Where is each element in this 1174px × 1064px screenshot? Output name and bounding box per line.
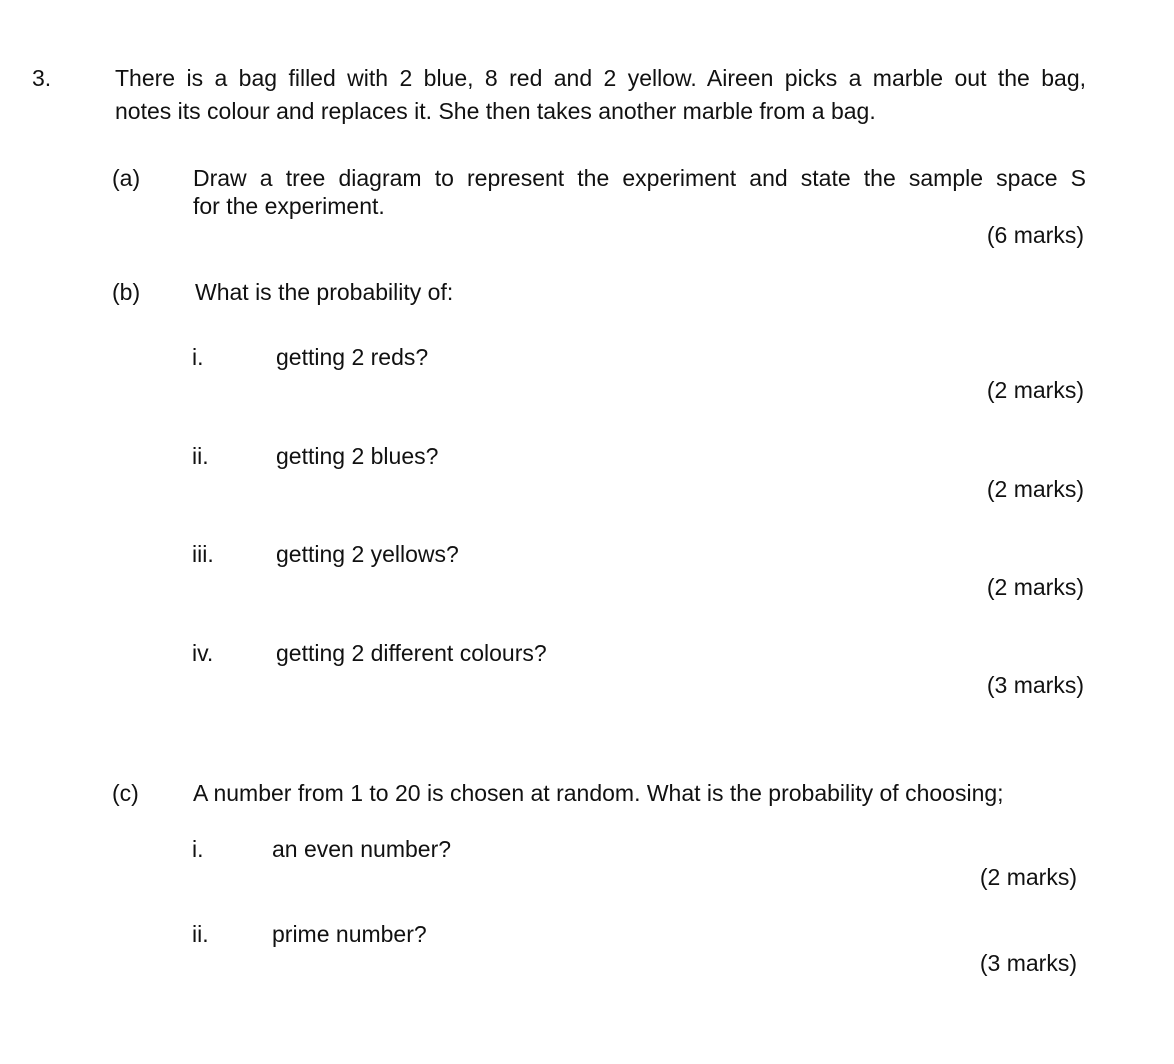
part-b-item-3-marks: (2 marks) [986, 574, 1084, 600]
part-b-item-1-numeral: i. [192, 344, 204, 370]
part-c-item-2-numeral: ii. [192, 921, 209, 947]
part-b-item-1-text: getting 2 reds? [276, 344, 429, 370]
part-b-item-2-text: getting 2 blues? [276, 443, 439, 469]
part-c-item-2-marks: (3 marks) [979, 950, 1077, 976]
part-c-item-1-text: an even number? [272, 836, 452, 862]
part-b-item-4-numeral: iv. [192, 640, 214, 666]
part-b-item-1-marks: (2 marks) [986, 377, 1084, 403]
question-number: 3. [32, 65, 52, 91]
part-b-label: (b) [112, 279, 141, 305]
part-c-prompt: A number from 1 to 20 is chosen at random. What is the probability of choosing; [193, 780, 1004, 806]
question-stem-line-2: notes its colour and replaces it. She then takes another marble from a bag. [115, 98, 876, 124]
part-a-text-line-1: Draw a tree diagram to represent the experiment and state the sample space S [193, 165, 1086, 191]
part-c-item-2-text: prime number? [272, 921, 427, 947]
part-a-text-line-2: for the experiment. [193, 193, 385, 219]
part-c-item-1-marks: (2 marks) [979, 864, 1077, 890]
part-a-label: (a) [112, 165, 141, 191]
part-b-item-3-text: getting 2 yellows? [276, 541, 459, 567]
part-c-label: (c) [112, 780, 139, 806]
part-b-item-2-marks: (2 marks) [986, 476, 1084, 502]
part-c-item-1-numeral: i. [192, 836, 204, 862]
question-stem-line-1: There is a bag filled with 2 blue, 8 red and 2 yellow. Aireen picks a marble out the bag, [115, 65, 1086, 91]
part-b-prompt: What is the probability of: [195, 279, 454, 305]
part-b-item-4-text: getting 2 different colours? [276, 640, 547, 666]
part-b-item-4-marks: (3 marks) [986, 672, 1084, 698]
part-b-item-3-numeral: iii. [192, 541, 214, 567]
part-b-item-2-numeral: ii. [192, 443, 209, 469]
part-a-marks: (6 marks) [986, 222, 1084, 248]
